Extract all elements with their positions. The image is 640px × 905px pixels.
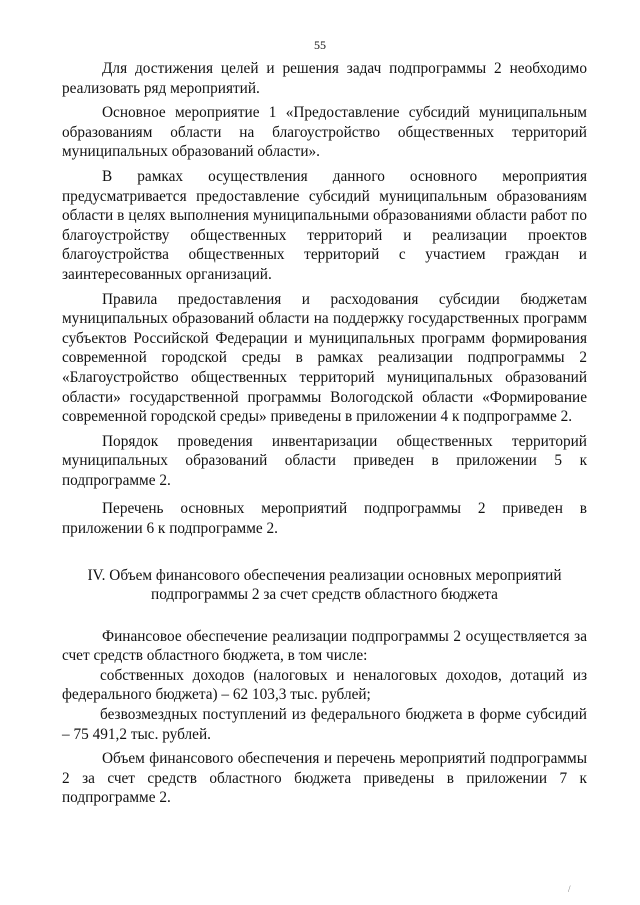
section-heading-line-1: IV. Объем финансового обеспечения реализации основных мероприятий — [87, 566, 562, 584]
paragraph-financing: Финансовое обеспечение реализации подпрограммы 2 осуществляется за счет средств областного бюджета, в том числе: — [62, 627, 587, 665]
section-heading-line-2: подпрограммы 2 за счет средств областного бюджета — [151, 585, 498, 603]
section-heading — [62, 566, 587, 604]
paragraph-main-activity: Основное мероприятие 1 «Предоставление субсидий муниципальным образованиям области на благоустройство общественных территорий муниципальных образований области». — [62, 104, 587, 161]
paragraph-financing-volume: Объем финансового обеспечения и перечень мероприятий подпрограммы 2 за счет средств областного бюджета приведены в приложении 7 к подпрограмме 2. — [62, 750, 587, 807]
page-number: 55 — [314, 38, 326, 52]
paragraph-activity-list: Перечень основных мероприятий подпрограммы 2 приведен в приложении 6 к подпрограмме 2. — [62, 500, 587, 538]
margin-mark: / — [568, 884, 571, 894]
financing-item-federal-subsidies: безвозмездных поступлений из федерального бюджета в форме субсидий – 75 491,2 тыс. рублей. — [62, 706, 587, 743]
paragraph-goals: Для достижения целей и решения задач подпрограммы 2 необходимо реализовать ряд мероприятий. — [62, 60, 587, 97]
paragraph-inventory-procedure: Порядок проведения инвентаризации общественных территорий муниципальных образований области приведен в приложении 5 к подпрограмме 2. — [62, 432, 587, 489]
document-body — [62, 59, 587, 808]
paragraph-subsidy-rules: Правила предоставления и расходования субсидии бюджетам муниципальных образований области на поддержку государственных программ субъектов Российской Федерации и муниципальных программ формирования современной городской среды в рамках реализации подпрограммы 2 «Благоустройство общественных территорий муниципальных образований области» государственной программы Вологодской области «Формирование современной городской среды» приведены в приложении 4 к подпрограмме 2. — [62, 290, 587, 426]
financing-item-own-revenue: собственных доходов (налоговых и неналоговых доходов, дотаций из федерального бюджета) – 62 103,3 тыс. рублей; — [62, 666, 587, 704]
paragraph-activity-scope: В рамках осуществления данного основного мероприятия предусматривается предоставление субсидий муниципальным образованиям области в целях выполнения муниципальными образованиями области работ по благоустройству общественных территорий и реализации проектов благоустройства общественных территорий с участием граждан и заинтересованных организаций. — [62, 167, 587, 283]
